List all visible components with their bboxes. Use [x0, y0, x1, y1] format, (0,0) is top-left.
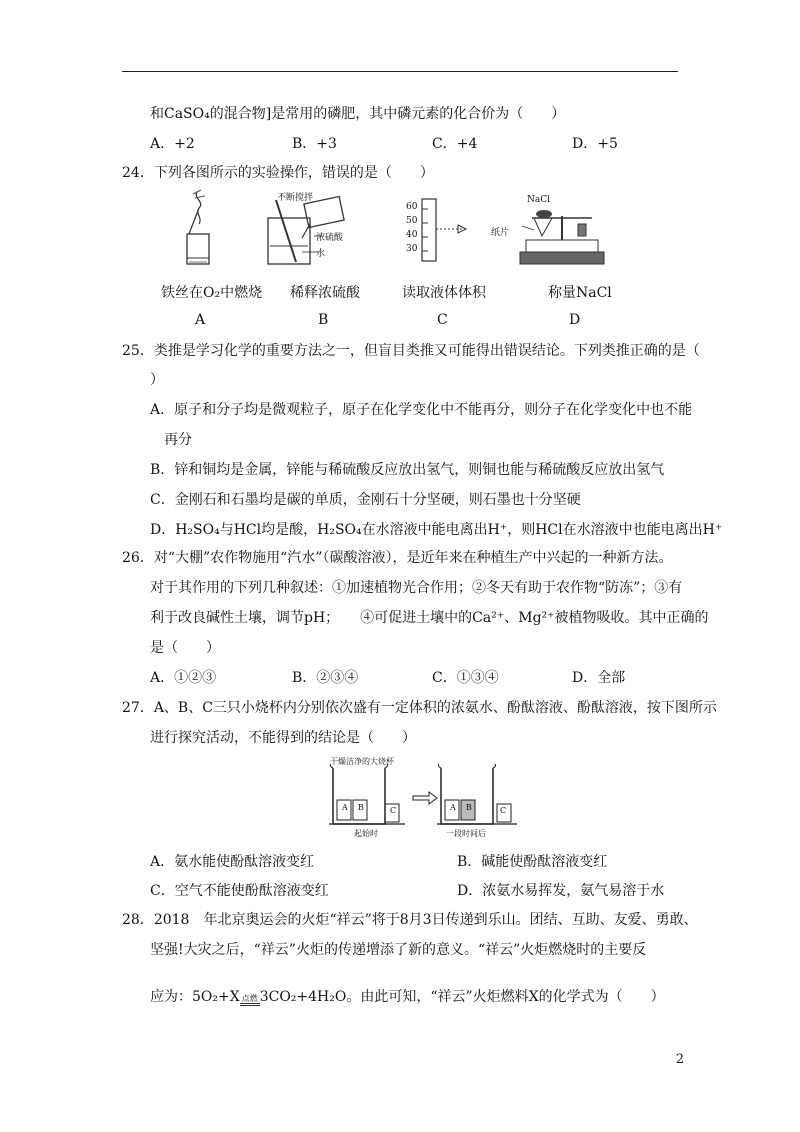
q25-stem-line1: 25．类推是学习化学的重要方法之一，但盲目类推又可能得出错误结论。下列类推正确的是（ [122, 343, 700, 359]
q23-option-d: D．+5 [572, 136, 618, 152]
reaction-condition: 点燃 [240, 994, 260, 1006]
beaker-c2-label: C [500, 806, 507, 815]
tick-40: 40 [406, 230, 418, 240]
beaker-a2-label: A [450, 803, 456, 812]
q25-option-a-line1: A．原子和分子均是微观粒子，原子在化学变化中不能再分，则分子在化学变化中也不能 [150, 402, 693, 418]
start-label: 起始时 [354, 829, 378, 838]
q24-letter-b: B [318, 312, 329, 328]
later-label: 一段时间后 [446, 829, 486, 838]
q26-line1: 26．对“大棚”农作物施用“汽水”（碳酸溶液），是近年来在种植生产中兴起的一种新方法。 [122, 550, 673, 566]
q25-option-a-line2: 再分 [164, 432, 192, 448]
q24-caption-a: 铁丝在O₂中燃烧 [161, 285, 263, 301]
q24-letter-c: C [437, 312, 448, 328]
q26-line3: 利于改良碱性土壤，调节pH； ④可促进土壤中的Ca²⁺、Mg²⁺被植物吸收。其中正确的 [150, 610, 709, 626]
nacl-label: NaCl [527, 195, 551, 205]
tick-60: 60 [406, 202, 418, 212]
beaker-b-label: B [358, 803, 364, 812]
q28-line1: 28．2018 年北京奥运会的火炬“祥云”将于8月3日传递到乐山。团结、互助、友爱、勇敢、 [122, 912, 698, 928]
beaker-a-label: A [342, 803, 348, 812]
q27-option-d: D．浓氨水易挥发，氨气易溶于水 [457, 883, 665, 899]
q24-caption-d: 称量NaCl [548, 285, 612, 301]
q28-line2: 坚强!大灾之后，“祥云”火炬的传递增添了新的意义。“祥云”火炬燃烧时的主要反 [150, 942, 647, 958]
balance-figure [512, 196, 612, 270]
q27-line1: 27．A、B、C三只小烧杯内分别依次盛有一定体积的浓氨水、酚酞溶液、酚酞溶液，按下图所示 [122, 700, 717, 716]
water-label: 水 [316, 249, 326, 259]
q24-caption-c: 读取液体体积 [402, 285, 486, 301]
q28-equation-left: 应为：5O₂+X [150, 989, 240, 1005]
q24-stem: 24．下列各图所示的实验操作，错误的是（ ） [122, 165, 434, 181]
q23-option-a: A．+2 [150, 136, 195, 152]
iron-burning-figure [175, 188, 225, 268]
beaker-c-label: C [390, 806, 397, 815]
q26-option-c: C．①③④ [432, 670, 499, 686]
q25-option-b: B．锌和铜均是金属，锌能与稀硫酸反应放出氢气，则铜也能与稀硫酸反应放出氢气 [150, 462, 665, 478]
q28-line3 [150, 986, 665, 1006]
q23-option-b: B．+3 [292, 136, 337, 152]
q27-option-a: A．氨水能使酚酞溶液变红 [150, 854, 315, 870]
beaker-b2-label: B [466, 803, 472, 812]
q27-line2: 进行探究活动，不能得到的结论是（ ） [150, 730, 416, 746]
q27-option-b: B．碱能使酚酞溶液变红 [457, 854, 608, 870]
q25-stem-line2: ） [150, 372, 164, 388]
q25-option-c: C．金刚石和石墨均是碳的单质，金刚石十分坚硬，则石墨也十分坚硬 [150, 492, 581, 508]
q24-letter-a: A [195, 312, 206, 328]
paper-label: 纸片 [491, 228, 510, 238]
tick-50: 50 [406, 216, 418, 226]
stir-label: 不断搅拌 [277, 193, 314, 203]
q24-caption-b: 稀释浓硫酸 [290, 285, 360, 301]
tick-30: 30 [406, 244, 418, 254]
page-number: 2 [675, 1052, 684, 1067]
q26-line4: 是（ ） [150, 640, 220, 656]
conc-acid-label: 浓硫酸 [316, 233, 344, 243]
q23-continuation: 和CaSO₄的混合物]是常用的磷肥，其中磷元素的化合价为（ ） [150, 106, 566, 122]
q26-option-d: D．全部 [572, 670, 626, 686]
q24-letter-d: D [569, 312, 581, 328]
q28-equation-right: 3CO₂+4H₂O。由此可知，“祥云”火炬燃料X的化学式为（ ） [259, 989, 665, 1005]
q26-option-a: A．①②③ [150, 670, 217, 686]
header-rule [122, 71, 678, 72]
q25-option-d: D．H₂SO₄与HCl均是酸，H₂SO₄在水溶液中能电离出H⁺，则HCl在水溶液中也能电离出H⁺ [150, 522, 723, 538]
big-beaker-label: 干燥洁净的大烧杯 [330, 757, 394, 766]
q27-option-c: C．空气不能使酚酞溶液变红 [150, 883, 329, 899]
q23-option-c: C．+4 [432, 136, 478, 152]
q26-option-b: B．②③④ [292, 670, 359, 686]
q26-line2: 对于其作用的下列几种叙述：①加速植物光合作用；②冬天有助于农作物“防冻”；③有 [150, 580, 683, 596]
